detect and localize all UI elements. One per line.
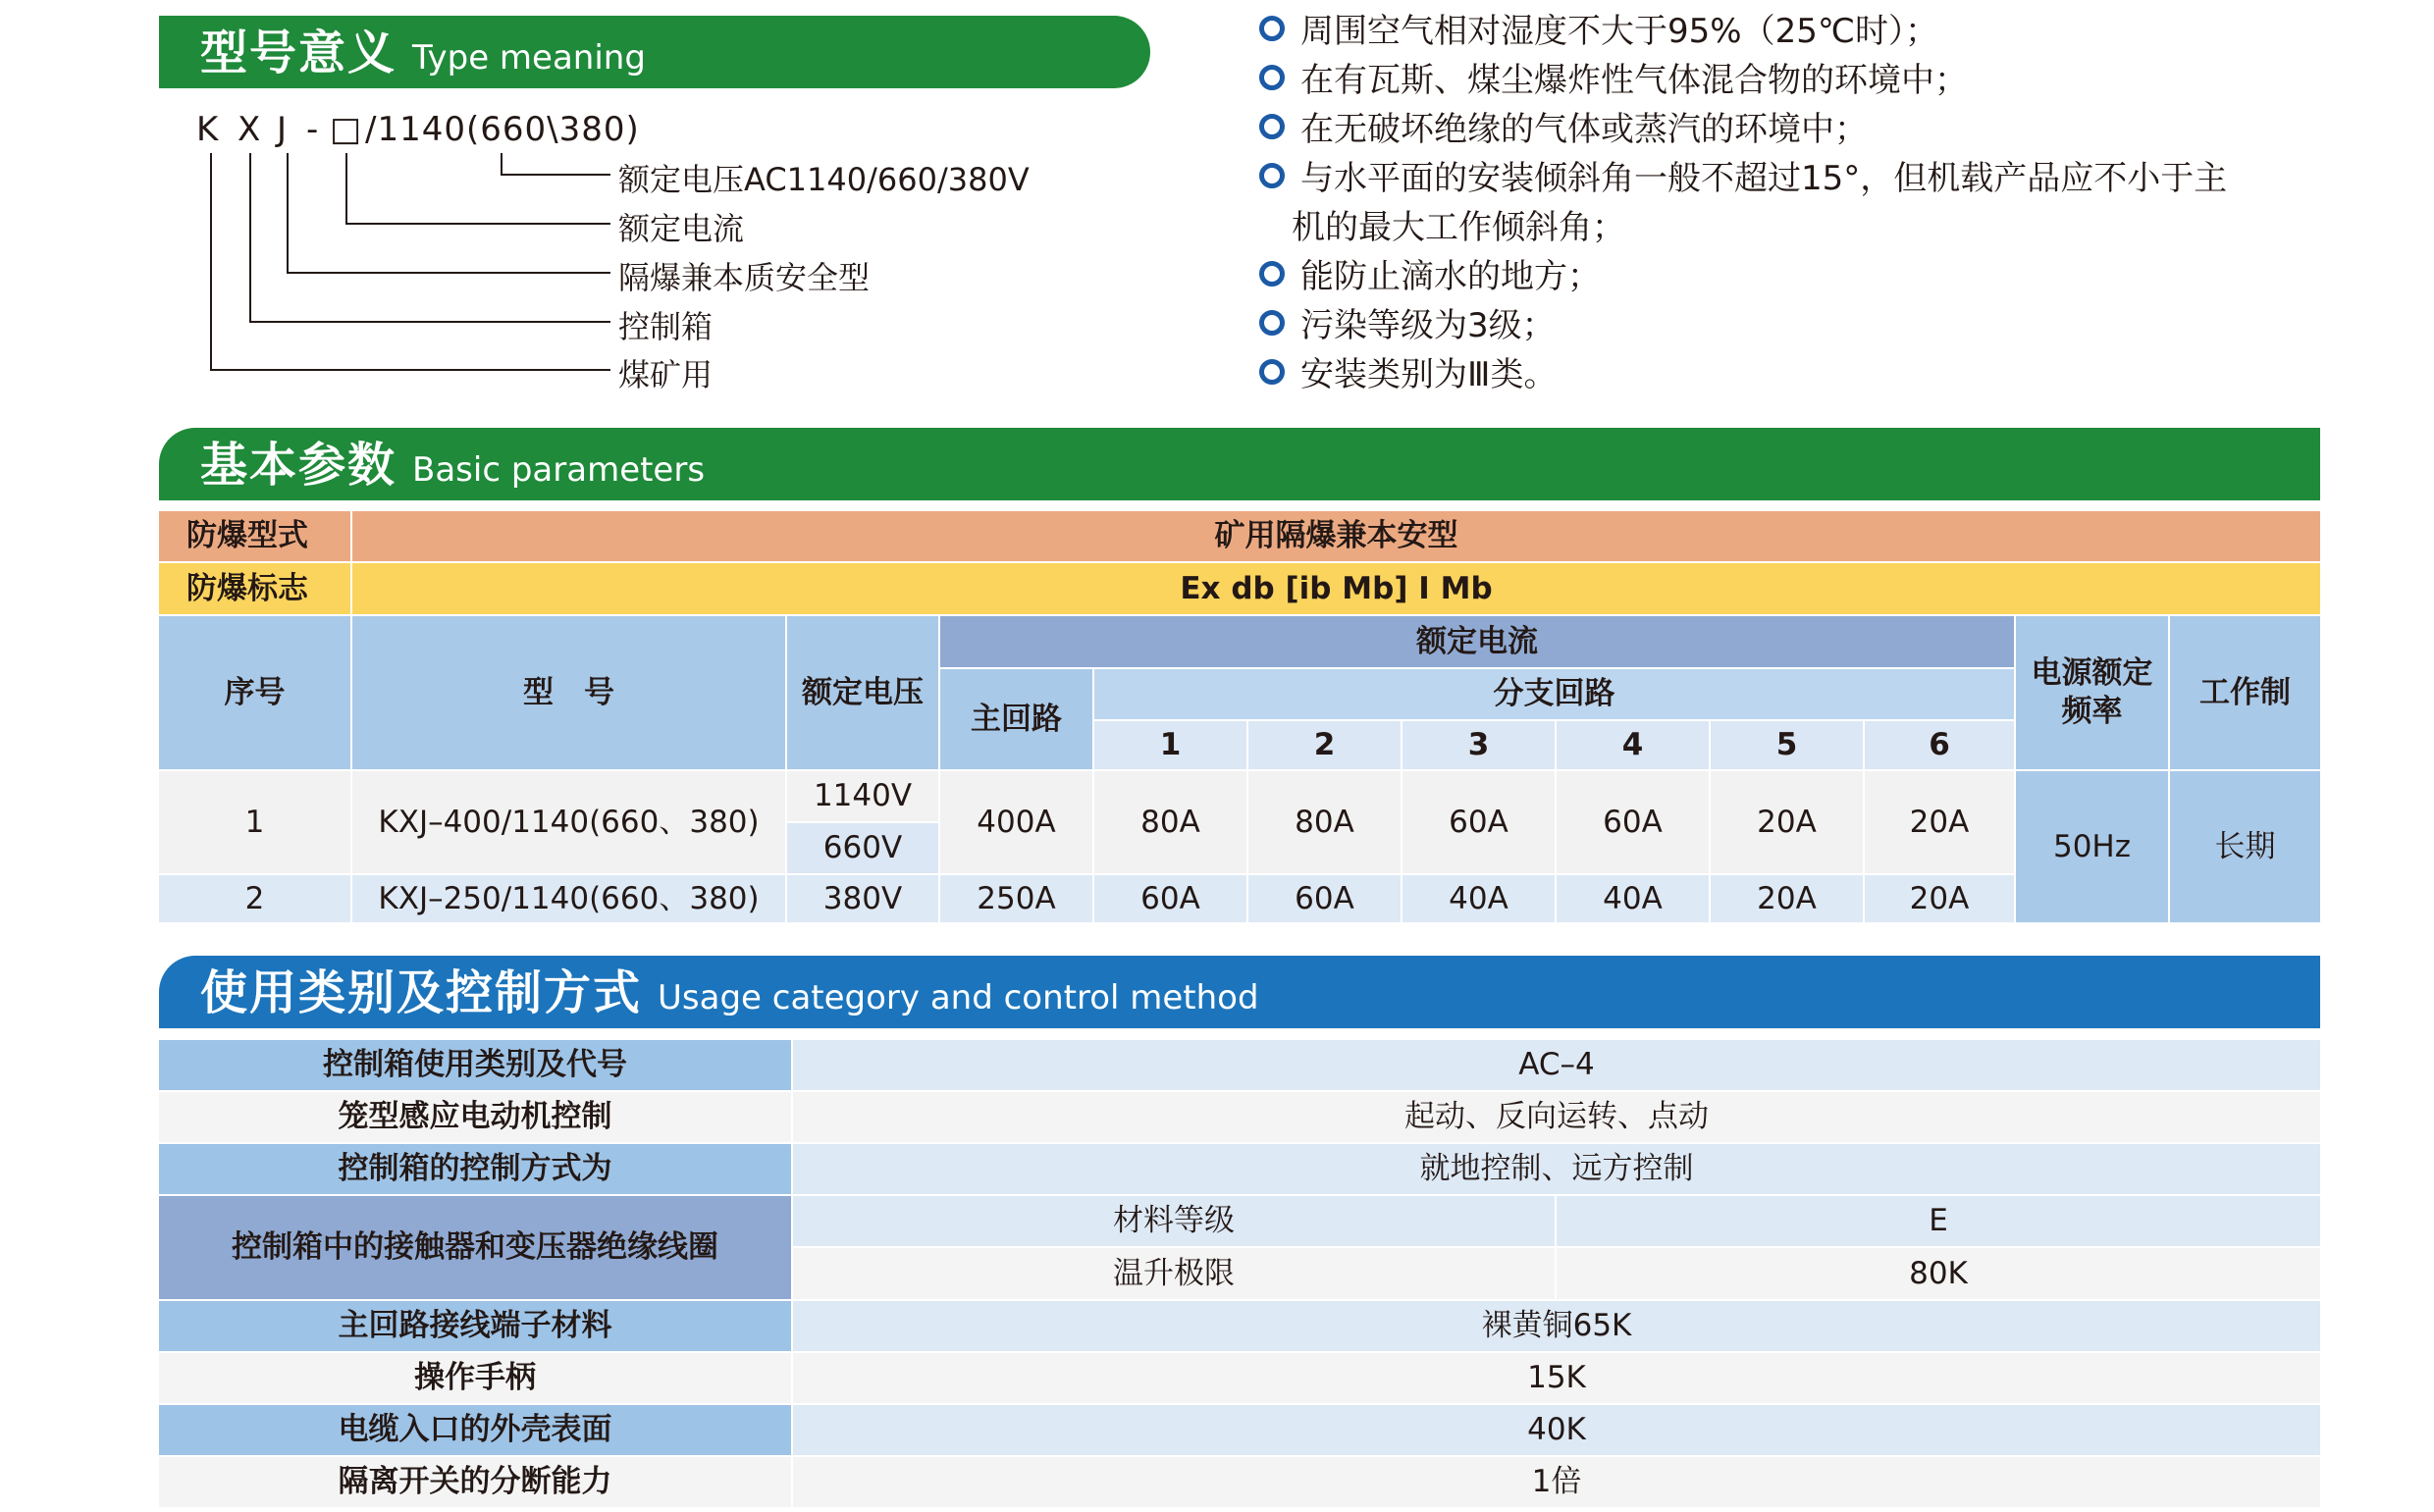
usage-value-control: 就地控制、远方控制 [793,1144,2320,1194]
frequency-value: 50Hz [2016,771,2168,922]
row2-branch-4: 40A [1557,875,1709,922]
row2-branch-3: 40A [1402,875,1555,922]
env-item-continuation: 机的最大工作倾斜角； [1292,208,1625,247]
usage-value-terminal: 裸黄铜65K [793,1301,2320,1351]
header-main-circuit: 主回路 [940,669,1092,769]
circle-bullet-icon [1259,65,1285,90]
row1-branch-4: 60A [1557,771,1709,873]
usage-label-terminal: 主回路接线端子材料 [159,1301,791,1351]
header-no: 序号 [159,616,350,769]
usage-title: 使用类别及控制方式 [200,965,643,1020]
env-item: 在有瓦斯、煤尘爆炸性气体混合物的环境中； [1259,53,1968,101]
row1-model: KXJ–400/1140(660、380) [352,771,785,873]
row1-no: 1 [159,771,350,873]
code-rest: /1140(660\380) [365,110,640,149]
header-branch-3: 3 [1402,721,1555,769]
row1-voltage-1140: 1140V [787,771,938,821]
usage-value-handle: 15K [793,1353,2320,1403]
env-item: 安装类别为Ⅲ类。 [1259,347,1557,395]
row2-voltage-380: 380V [787,875,938,922]
circle-bullet-icon [1259,310,1285,336]
explosion-type-label: 防爆型式 [159,511,350,561]
row2-branch-5: 20A [1711,875,1863,922]
row1-main: 400A [940,771,1092,873]
type-meaning-title-en: Type meaning [412,38,646,78]
row1-branch-1: 80A [1094,771,1246,873]
row2-main: 250A [940,875,1092,922]
row2-branch-6: 20A [1865,875,2014,922]
row2-branch-2: 60A [1248,875,1401,922]
code-k: K [196,110,220,149]
header-branch-4: 4 [1557,721,1709,769]
usage-value-breaking: 1倍 [793,1457,2320,1507]
model-label-explosion: 隔爆兼本质安全型 [618,259,871,296]
explosion-type-value: 矿用隔爆兼本安型 [352,511,2320,561]
model-label-coal: 煤矿用 [618,356,714,393]
type-meaning-banner [159,16,1150,88]
basic-parameters-banner [159,428,2320,500]
header-rated-voltage: 额定电压 [787,616,938,769]
row2-model: KXJ–250/1140(660、380) [352,875,785,922]
header-model: 型 号 [352,616,785,769]
env-item: 周围空气相对湿度不大于95%（25℃时）； [1259,4,1938,52]
header-power-frequency: 电源额定频率 [2016,616,2168,769]
usage-title-en: Usage category and control method [658,978,1259,1017]
code-x: X [238,110,262,149]
usage-sub-temp-value: 80K [1557,1248,2320,1299]
header-duty: 工作制 [2170,616,2320,769]
type-meaning-title: 型号意义 [200,26,397,80]
model-label-current: 额定电流 [618,210,745,247]
usage-value-motor: 起动、反向运转、点动 [793,1092,2320,1142]
usage-value-category: AC–4 [793,1040,2320,1090]
header-branch-1: 1 [1094,721,1246,769]
circle-bullet-icon [1259,114,1285,139]
model-label-voltage: 额定电压AC1140/660/380V [618,161,1030,198]
row1-branch-5: 20A [1711,771,1863,873]
header-branch-2: 2 [1248,721,1401,769]
usage-label-control: 控制箱的控制方式为 [159,1144,791,1194]
circle-bullet-icon [1259,261,1285,287]
usage-value-cable-entry: 40K [793,1405,2320,1455]
circle-bullet-icon [1259,16,1285,41]
env-item: 在无破坏绝缘的气体或蒸汽的环境中； [1259,102,1868,150]
usage-label-cable-entry: 电缆入口的外壳表面 [159,1405,791,1455]
header-branch-5: 5 [1711,721,1863,769]
usage-banner [159,956,2320,1028]
usage-sub-temp-name: 温升极限 [793,1248,1555,1299]
code-dash: - [306,110,320,149]
env-item: 污染等级为3级； [1259,298,1556,346]
usage-sub-material-name: 材料等级 [793,1196,1555,1246]
usage-label-motor: 笼型感应电动机控制 [159,1092,791,1142]
basic-parameters-title-en: Basic parameters [412,450,706,490]
usage-label-insulation: 控制箱中的接触器和变压器绝缘线圈 [159,1196,791,1299]
row1-branch-6: 20A [1865,771,2014,873]
usage-sub-material-value: E [1557,1196,2320,1246]
duty-value: 长期 [2170,771,2320,922]
row2-branch-1: 60A [1094,875,1246,922]
usage-label-handle: 操作手柄 [159,1353,791,1403]
row1-branch-2: 80A [1248,771,1401,873]
usage-label-breaking: 隔离开关的分断能力 [159,1457,791,1507]
basic-parameters-title: 基本参数 [200,438,397,493]
row2-no: 2 [159,875,350,922]
row1-voltage-660: 660V [787,823,938,873]
usage-label-category: 控制箱使用类别及代号 [159,1040,791,1090]
env-item: 能防止滴水的地方； [1259,249,1601,297]
header-branch-6: 6 [1865,721,2014,769]
row1-branch-3: 60A [1402,771,1555,873]
explosion-mark-label: 防爆标志 [159,563,350,614]
circle-bullet-icon [1259,163,1285,188]
env-item: 与水平面的安装倾斜角一般不超过15°，但机载产品应不小于主 [1259,151,2227,199]
circle-bullet-icon [1259,359,1285,385]
header-rated-current: 额定电流 [940,616,2014,667]
code-j: J [277,110,289,149]
code-box: □ [330,110,363,149]
header-branch-circuit: 分支回路 [1094,669,2014,719]
explosion-mark-value: Ex db [ib Mb] I Mb [352,563,2320,614]
model-label-box: 控制箱 [618,308,714,345]
